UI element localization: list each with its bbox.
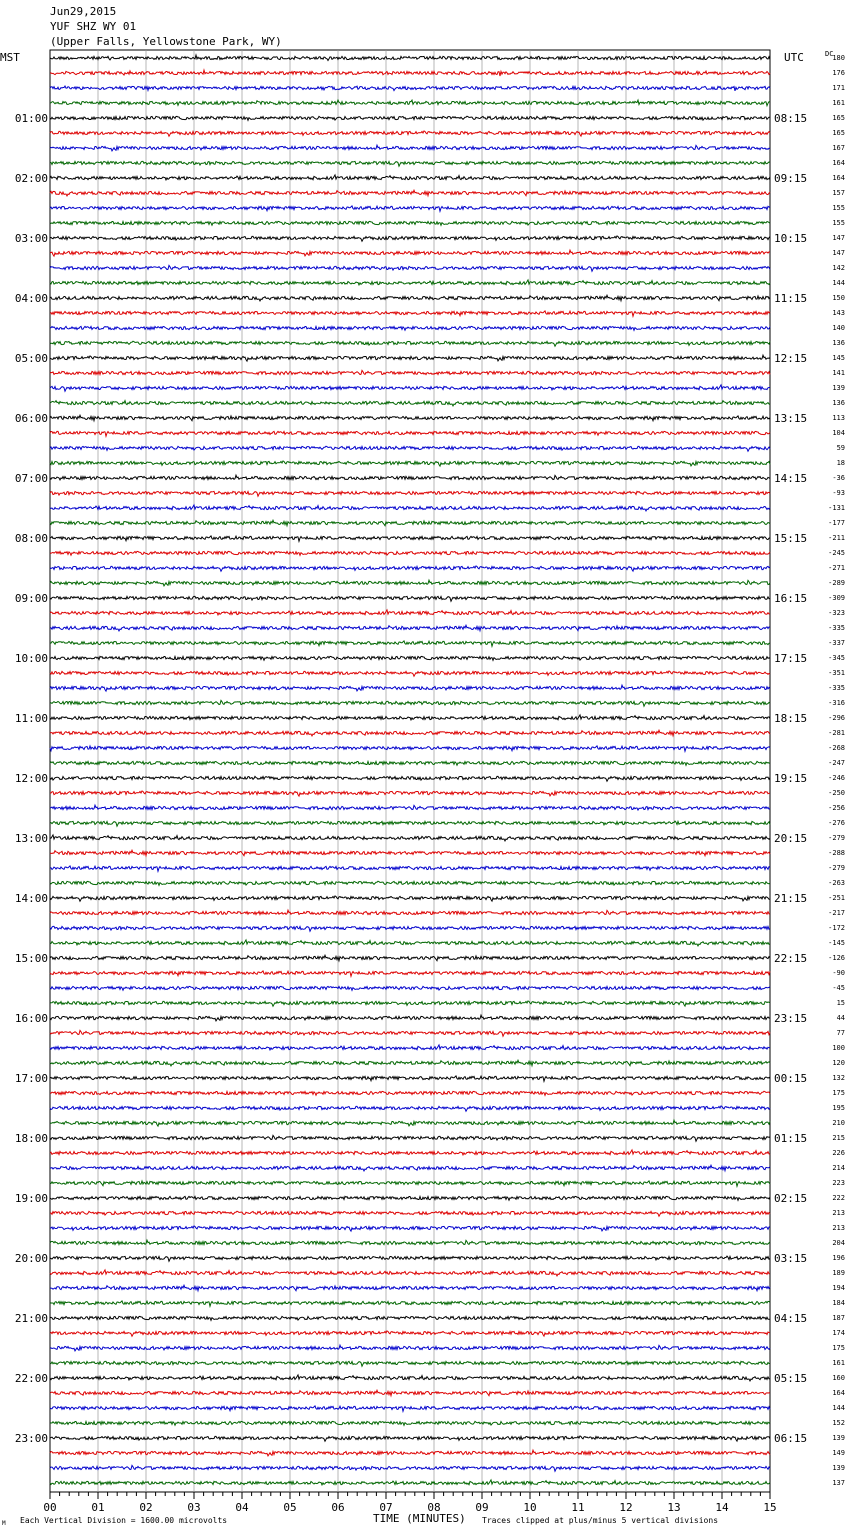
seismic-trace bbox=[50, 551, 770, 555]
dc-offset-label: -131 bbox=[828, 504, 845, 512]
dc-offset-label: 147 bbox=[832, 249, 845, 257]
seismic-trace bbox=[50, 161, 770, 166]
labels bbox=[15, 54, 845, 1514]
seismic-trace bbox=[50, 221, 770, 225]
dc-offset-label: 149 bbox=[832, 1449, 845, 1457]
dc-offset-label: 171 bbox=[832, 84, 845, 92]
seismic-trace bbox=[50, 566, 770, 571]
dc-offset-label: 155 bbox=[832, 204, 845, 212]
seismic-trace bbox=[50, 1480, 770, 1485]
x-tick-label: 03 bbox=[187, 1501, 201, 1514]
dc-offset-label: -36 bbox=[832, 474, 845, 482]
left-hour-label: 14:00 bbox=[14, 892, 48, 905]
x-tick-label: 01 bbox=[91, 1501, 105, 1514]
dc-offset-label: -177 bbox=[828, 519, 845, 527]
seismic-trace bbox=[50, 295, 770, 301]
left-hour-label: 22:00 bbox=[14, 1372, 48, 1385]
dc-offset-label: -345 bbox=[828, 654, 845, 662]
seismic-trace bbox=[50, 1345, 770, 1351]
seismic-trace bbox=[50, 86, 770, 91]
left-hour-label: 15:00 bbox=[14, 952, 48, 965]
seismic-trace bbox=[50, 1285, 770, 1290]
seismic-trace bbox=[50, 1106, 770, 1111]
dc-offset-label: 214 bbox=[832, 1164, 845, 1172]
dc-offset-label: -145 bbox=[828, 939, 845, 947]
seismic-trace bbox=[50, 1181, 770, 1186]
right-hour-label: 08:15 bbox=[774, 112, 808, 125]
right-timezone-label: UTC bbox=[784, 51, 804, 64]
right-hour-label: 05:15 bbox=[774, 1372, 808, 1385]
dc-offset-label: 174 bbox=[832, 1329, 845, 1337]
left-hour-label: 01:00 bbox=[14, 112, 48, 125]
left-hour-label: 05:00 bbox=[14, 352, 48, 365]
dc-offset-label: -335 bbox=[828, 684, 845, 692]
x-tick-label: 08 bbox=[427, 1501, 441, 1514]
seismic-trace bbox=[50, 1406, 770, 1411]
seismic-trace bbox=[50, 1045, 770, 1050]
dc-offset-label: 164 bbox=[832, 174, 845, 182]
seismic-trace bbox=[50, 1316, 770, 1320]
dc-offset-label: 137 bbox=[832, 1479, 845, 1487]
right-hour-label: 13:15 bbox=[774, 412, 808, 425]
dc-offset-label: 210 bbox=[832, 1119, 845, 1127]
dc-offset-label: 147 bbox=[832, 234, 845, 242]
right-hour-label: 14:15 bbox=[774, 472, 808, 485]
dc-offset-label: 160 bbox=[832, 1374, 845, 1382]
dc-offset-label: -296 bbox=[828, 714, 845, 722]
dc-offset-label: 136 bbox=[832, 339, 845, 347]
dc-offset-label: 139 bbox=[832, 1434, 845, 1442]
seismic-trace bbox=[50, 461, 770, 466]
seismic-trace bbox=[50, 761, 770, 765]
seismic-trace bbox=[50, 776, 770, 781]
dc-offset-label: 195 bbox=[832, 1104, 845, 1112]
dc-offset-label: -172 bbox=[828, 924, 845, 932]
dc-offset-label: -45 bbox=[832, 984, 845, 992]
left-hour-label: 12:00 bbox=[14, 772, 48, 785]
dc-offset-label: -90 bbox=[832, 969, 845, 977]
seismic-trace bbox=[50, 1120, 770, 1126]
left-hour-label: 13:00 bbox=[14, 832, 48, 845]
x-tick-label: 15 bbox=[763, 1501, 777, 1514]
seismic-trace bbox=[50, 475, 770, 480]
dc-offset-label: 194 bbox=[832, 1284, 845, 1292]
left-hour-label: 11:00 bbox=[14, 712, 48, 725]
dc-offset-label: 139 bbox=[832, 384, 845, 392]
x-tick-label: 05 bbox=[283, 1501, 297, 1514]
right-hour-label: 04:15 bbox=[774, 1312, 808, 1325]
x-tick-label: 09 bbox=[475, 1501, 489, 1514]
seismic-trace bbox=[50, 715, 770, 720]
dc-offset-label: 104 bbox=[832, 429, 845, 437]
left-hour-label: 23:00 bbox=[14, 1432, 48, 1445]
seismic-trace bbox=[50, 986, 770, 990]
dc-offset-label: -268 bbox=[828, 744, 845, 752]
seismic-trace bbox=[50, 910, 770, 915]
dc-offset-label: -279 bbox=[828, 834, 845, 842]
seismic-trace bbox=[50, 821, 770, 826]
dc-offset-label: 213 bbox=[832, 1224, 845, 1232]
dc-offset-label: -245 bbox=[828, 549, 845, 557]
dc-offset-label: 15 bbox=[836, 999, 845, 1007]
seismic-trace bbox=[50, 1331, 770, 1336]
dc-offset-label: -126 bbox=[828, 954, 845, 962]
left-hour-label: 04:00 bbox=[14, 292, 48, 305]
seismic-trace bbox=[50, 536, 770, 541]
plot-frame bbox=[50, 50, 770, 1492]
seismic-trace bbox=[50, 926, 770, 931]
dc-offset-label: -276 bbox=[828, 819, 845, 827]
dc-offset-label: -351 bbox=[828, 669, 845, 677]
dc-offset-label: 161 bbox=[832, 1359, 845, 1367]
dc-offset-label: 164 bbox=[832, 159, 845, 167]
dc-offset-label: 144 bbox=[832, 279, 845, 287]
left-hour-label: 02:00 bbox=[14, 172, 48, 185]
x-tick-label: 04 bbox=[235, 1501, 249, 1514]
clip-note: Traces clipped at plus/minus 5 vertical divisions bbox=[482, 1516, 719, 1525]
seismic-trace bbox=[50, 1301, 770, 1306]
corner-mark: M bbox=[2, 1520, 6, 1527]
right-hour-label: 21:15 bbox=[774, 892, 808, 905]
seismic-trace bbox=[50, 656, 770, 660]
dc-header-label: DC bbox=[825, 50, 834, 58]
dc-offset-label: -93 bbox=[832, 489, 845, 497]
dc-offset-label: 120 bbox=[832, 1059, 845, 1067]
seismic-trace bbox=[50, 1450, 770, 1456]
right-hour-label: 15:15 bbox=[774, 532, 808, 545]
dc-offset-label: 215 bbox=[832, 1134, 845, 1142]
seismic-trace bbox=[50, 940, 770, 946]
seismic-trace bbox=[50, 1015, 770, 1021]
left-hour-label: 20:00 bbox=[14, 1252, 48, 1265]
dc-offset-label: 77 bbox=[836, 1029, 845, 1037]
dc-offset-label: 59 bbox=[836, 444, 845, 452]
dc-offset-label: 132 bbox=[832, 1074, 845, 1082]
x-tick-label: 12 bbox=[619, 1501, 633, 1514]
seismic-trace bbox=[50, 1091, 770, 1095]
plot-date: Jun29,2015 bbox=[50, 5, 117, 18]
dc-offset-label: 143 bbox=[832, 309, 845, 317]
right-hour-label: 19:15 bbox=[774, 772, 808, 785]
x-axis-title: TIME (MINUTES) bbox=[373, 1512, 466, 1525]
dc-offset-label: 136 bbox=[832, 399, 845, 407]
dc-offset-label: -279 bbox=[828, 864, 845, 872]
dc-offset-label: 184 bbox=[832, 1299, 845, 1307]
seismic-trace bbox=[50, 385, 770, 391]
dc-offset-label: 100 bbox=[832, 1044, 845, 1052]
right-hour-label: 18:15 bbox=[774, 712, 808, 725]
left-hour-label: 03:00 bbox=[14, 232, 48, 245]
dc-offset-label: 161 bbox=[832, 99, 845, 107]
dc-offset-label: 113 bbox=[832, 414, 845, 422]
dc-offset-label: -281 bbox=[828, 729, 845, 737]
seismic-trace bbox=[50, 1465, 770, 1471]
seismic-trace bbox=[50, 100, 770, 106]
seismic-trace bbox=[50, 866, 770, 871]
dc-offset-label: 152 bbox=[832, 1419, 845, 1427]
seismic-trace bbox=[50, 206, 770, 211]
dc-offset-label: 176 bbox=[832, 69, 845, 77]
dc-offset-label: 175 bbox=[832, 1089, 845, 1097]
seismic-trace bbox=[50, 580, 770, 586]
dc-offset-label: 226 bbox=[832, 1149, 845, 1157]
right-hour-label: 00:15 bbox=[774, 1072, 808, 1085]
x-tick-label: 11 bbox=[571, 1501, 585, 1514]
seismic-trace bbox=[50, 1001, 770, 1006]
seismic-trace bbox=[50, 55, 770, 60]
scale-note: Each Vertical Division = 1600.00 microvolts bbox=[20, 1516, 228, 1525]
dc-offset-label: -250 bbox=[828, 789, 845, 797]
dc-offset-label: -251 bbox=[828, 894, 845, 902]
traces bbox=[50, 55, 770, 1485]
x-tick-label: 10 bbox=[523, 1501, 537, 1514]
right-hour-label: 20:15 bbox=[774, 832, 808, 845]
seismic-trace bbox=[50, 401, 770, 406]
dc-offset-label: 189 bbox=[832, 1269, 845, 1277]
seismic-trace bbox=[50, 610, 770, 615]
dc-offset-label: 196 bbox=[832, 1254, 845, 1262]
seismic-trace bbox=[50, 311, 770, 316]
dc-offset-label: 157 bbox=[832, 189, 845, 197]
seismic-trace bbox=[50, 431, 770, 436]
seismic-trace bbox=[50, 881, 770, 885]
seismic-trace bbox=[50, 1226, 770, 1231]
left-hour-label: 10:00 bbox=[14, 652, 48, 665]
station-location: (Upper Falls, Yellowstone Park, WY) bbox=[50, 35, 282, 48]
right-hour-label: 03:15 bbox=[774, 1252, 808, 1265]
dc-offset-label: 175 bbox=[832, 1344, 845, 1352]
dc-offset-label: -247 bbox=[828, 759, 845, 767]
seismic-trace bbox=[50, 896, 770, 901]
seismic-trace bbox=[50, 70, 770, 76]
seismic-trace bbox=[50, 370, 770, 375]
dc-offset-label: -288 bbox=[828, 849, 845, 857]
left-hour-label: 08:00 bbox=[14, 532, 48, 545]
dc-offset-label: 141 bbox=[832, 369, 845, 377]
seismic-trace bbox=[50, 1375, 770, 1381]
right-hour-label: 01:15 bbox=[774, 1132, 808, 1145]
seismic-trace bbox=[50, 520, 770, 525]
seismic-trace bbox=[50, 685, 770, 691]
seismic-trace bbox=[50, 1076, 770, 1081]
dc-offset-label: -263 bbox=[828, 879, 845, 887]
dc-offset-label: 213 bbox=[832, 1209, 845, 1217]
seismic-trace bbox=[50, 415, 770, 420]
left-hour-label: 18:00 bbox=[14, 1132, 48, 1145]
x-tick-label: 00 bbox=[43, 1501, 57, 1514]
seismic-trace bbox=[50, 145, 770, 151]
seismic-trace bbox=[50, 700, 770, 706]
seismic-trace bbox=[50, 1270, 770, 1276]
left-timezone-label: MST bbox=[0, 51, 20, 64]
dc-offset-label: 222 bbox=[832, 1194, 845, 1202]
seismic-trace bbox=[50, 671, 770, 676]
seismic-trace bbox=[50, 1256, 770, 1261]
x-tick-label: 02 bbox=[139, 1501, 153, 1514]
right-hour-label: 17:15 bbox=[774, 652, 808, 665]
left-hour-label: 09:00 bbox=[14, 592, 48, 605]
seismic-trace bbox=[50, 1390, 770, 1395]
right-hour-label: 11:15 bbox=[774, 292, 808, 305]
seismic-trace bbox=[50, 505, 770, 511]
x-tick-label: 13 bbox=[667, 1501, 681, 1514]
left-hour-label: 21:00 bbox=[14, 1312, 48, 1325]
right-hour-label: 23:15 bbox=[774, 1012, 808, 1025]
dc-offset-label: -309 bbox=[828, 594, 845, 602]
dc-offset-label: -217 bbox=[828, 909, 845, 917]
seismic-trace bbox=[50, 835, 770, 841]
seismic-trace bbox=[50, 1436, 770, 1441]
seismic-trace bbox=[50, 730, 770, 736]
seismic-trace bbox=[50, 641, 770, 646]
x-tick-label: 06 bbox=[331, 1501, 345, 1514]
seismic-trace bbox=[50, 116, 770, 120]
seismic-trace bbox=[50, 265, 770, 271]
dc-offset-label: 150 bbox=[832, 294, 845, 302]
seismic-trace bbox=[50, 805, 770, 810]
seismic-trace bbox=[50, 971, 770, 976]
dc-offset-label: -316 bbox=[828, 699, 845, 707]
dc-offset-label: -271 bbox=[828, 564, 845, 572]
dc-offset-label: 204 bbox=[832, 1239, 845, 1247]
x-tick-label: 07 bbox=[379, 1501, 393, 1514]
dc-offset-label: 139 bbox=[832, 1464, 845, 1472]
dc-offset-label: 155 bbox=[832, 219, 845, 227]
seismic-trace bbox=[50, 625, 770, 631]
dc-offset-label: -323 bbox=[828, 609, 845, 617]
station-code: YUF SHZ WY 01 bbox=[50, 20, 137, 33]
dc-offset-label: -289 bbox=[828, 579, 845, 587]
seismic-trace bbox=[50, 131, 770, 136]
dc-offset-label: 187 bbox=[832, 1314, 845, 1322]
seismic-trace bbox=[50, 850, 770, 855]
left-hour-label: 07:00 bbox=[14, 472, 48, 485]
dc-offset-label: 164 bbox=[832, 1389, 845, 1397]
right-hour-label: 09:15 bbox=[774, 172, 808, 185]
seismic-trace bbox=[50, 175, 770, 180]
right-hour-label: 02:15 bbox=[774, 1192, 808, 1205]
seismic-trace bbox=[50, 280, 770, 285]
dc-offset-label: -246 bbox=[828, 774, 845, 782]
left-hour-label: 19:00 bbox=[14, 1192, 48, 1205]
seismic-trace bbox=[50, 1135, 770, 1141]
seismic-trace bbox=[50, 1240, 770, 1245]
seismic-trace bbox=[50, 326, 770, 330]
right-hour-label: 22:15 bbox=[774, 952, 808, 965]
seismic-trace bbox=[50, 1150, 770, 1155]
right-hour-label: 16:15 bbox=[774, 592, 808, 605]
x-tick-label: 14 bbox=[715, 1501, 729, 1514]
left-hour-label: 06:00 bbox=[14, 412, 48, 425]
dc-offset-label: 145 bbox=[832, 354, 845, 362]
seismic-trace bbox=[50, 1060, 770, 1066]
dc-offset-label: 44 bbox=[836, 1014, 845, 1022]
dc-offset-label: -335 bbox=[828, 624, 845, 632]
seismic-trace bbox=[50, 1165, 770, 1171]
seismic-trace bbox=[50, 446, 770, 451]
seismic-trace bbox=[50, 236, 770, 241]
dc-offset-label: 144 bbox=[832, 1404, 845, 1412]
dc-offset-label: 142 bbox=[832, 264, 845, 272]
dc-offset-label: 165 bbox=[832, 114, 845, 122]
seismic-trace bbox=[50, 355, 770, 361]
left-hour-label: 16:00 bbox=[14, 1012, 48, 1025]
dc-offset-label: 140 bbox=[832, 324, 845, 332]
seismic-trace bbox=[50, 1421, 770, 1425]
seismic-trace bbox=[50, 1211, 770, 1216]
seismic-trace bbox=[50, 250, 770, 256]
right-hour-label: 10:15 bbox=[774, 232, 808, 245]
seismic-trace bbox=[50, 1361, 770, 1366]
dc-offset-label: -256 bbox=[828, 804, 845, 812]
dc-offset-label: 18 bbox=[836, 459, 845, 467]
seismic-trace bbox=[50, 1030, 770, 1036]
seismic-trace bbox=[50, 955, 770, 960]
dc-offset-label: 223 bbox=[832, 1179, 845, 1187]
seismic-trace bbox=[50, 596, 770, 601]
seismic-trace bbox=[50, 341, 770, 346]
dc-offset-label: 167 bbox=[832, 144, 845, 152]
dc-offset-label: -211 bbox=[828, 534, 845, 542]
right-hour-label: 06:15 bbox=[774, 1432, 808, 1445]
seismic-trace bbox=[50, 791, 770, 796]
seismic-trace bbox=[50, 190, 770, 196]
seismic-trace bbox=[50, 1196, 770, 1200]
seismic-trace bbox=[50, 491, 770, 496]
dc-offset-label: -337 bbox=[828, 639, 845, 647]
right-hour-label: 12:15 bbox=[774, 352, 808, 365]
dc-offset-label: 165 bbox=[832, 129, 845, 137]
left-hour-label: 17:00 bbox=[14, 1072, 48, 1085]
dc-offset-label: 180 bbox=[832, 54, 845, 62]
seismic-trace bbox=[50, 746, 770, 751]
